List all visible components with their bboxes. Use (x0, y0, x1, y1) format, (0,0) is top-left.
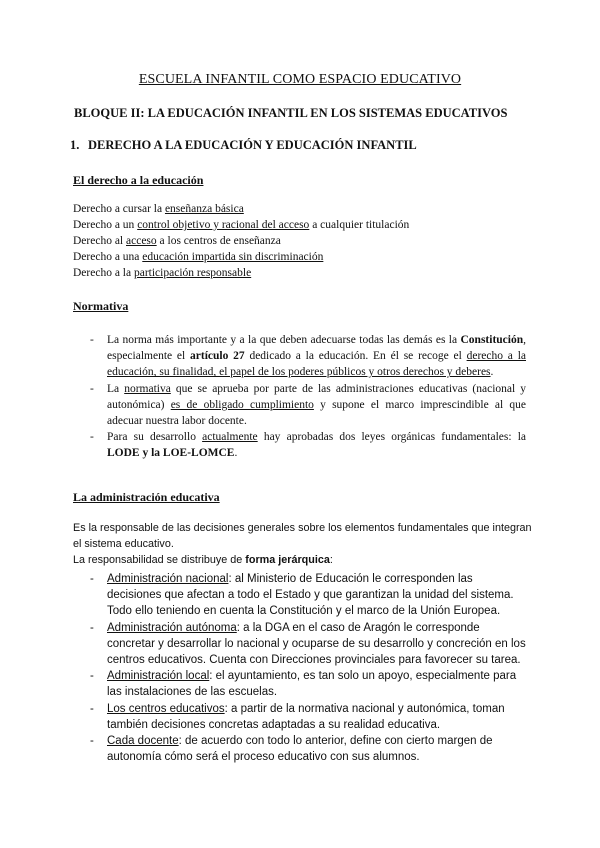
section-number: 1. (70, 138, 80, 152)
derecho-line: Derecho a un control objetivo y racional del acceso a cualquier titulación (73, 219, 410, 231)
derecho-heading: El derecho a la educación (73, 173, 204, 187)
derecho-line: Derecho a la participación responsable (73, 267, 252, 279)
administracion-list (90, 571, 530, 765)
list-item: - Para su desarrollo actualmente hay aprobadas dos leyes orgánicas fundamentales: la LODE y la LOE-LOMCE. (90, 429, 526, 461)
administracion-intro: Es la responsable de las decisiones generales sobre los elementos fundamentales que integran el sistema educativo. (73, 522, 532, 551)
list-item: - Administración autónoma: a la DGA en el caso de Aragón le corresponde concretar y desarrollar lo nacional y ocuparse de su desarrollo y concreción en los centros educativos. Cuenta con Direcciones provinciales para favorecer su tarea. (90, 620, 530, 669)
section-title: DERECHO A LA EDUCACIÓN Y EDUCACIÓN INFANTIL (88, 138, 417, 152)
document-title: ESCUELA INFANTIL COMO ESPACIO EDUCATIVO (138, 72, 462, 87)
normativa-list (90, 332, 526, 462)
derecho-line: Derecho al acceso a los centros de enseñanza (73, 235, 281, 247)
administracion-heading: La administración educativa (73, 490, 220, 504)
list-item: - Administración nacional: al Ministerio de Educación le corresponden las decisiones que afectan a todo el Estado y que garantizan la unidad del sistema. Todo ello teniendo en cuenta la Constitución y el marco de la Unión Europea. (90, 571, 530, 620)
list-item: - La norma más importante y a la que deben adecuarse todas las demás es la Constitución, especialmente el artículo 27 dedicado a la educación. En él se recoge el derecho a la educación, su finalidad, el papel de los poderes públicos y otros derechos y deberes. (90, 332, 526, 381)
derecho-line: Derecho a cursar la enseñanza básica (73, 203, 244, 215)
list-item: - Los centros educativos: a partir de la normativa nacional y autonómica, toman también decisiones concretas adaptadas a su realidad educativa. (90, 701, 530, 733)
normativa-heading: Normativa (73, 299, 129, 313)
list-item: - La normativa que se aprueba por parte de las administraciones educativas (nacional y autonómica) es de obligado cumplimiento y supone el marco imprescindible al que adecuar nuestra labor docente. (90, 381, 526, 430)
list-item: - Cada docente: de acuerdo con todo lo anterior, define con cierto margen de autonomía cómo será el proceso educativo con sus alumnos. (90, 733, 530, 765)
list-item: - Administración local: el ayuntamiento, es tan solo un apoyo, especialmente para las instalaciones de las escuelas. (90, 668, 530, 700)
responsabilidad-line: La responsabilidad se distribuye de forma jerárquica: (73, 554, 333, 566)
derecho-line: Derecho a una educación impartida sin discriminación (73, 251, 324, 263)
section-heading (70, 138, 417, 153)
bloque-heading: BLOQUE II: LA EDUCACIÓN INFANTIL EN LOS SISTEMAS EDUCATIVOS (74, 106, 508, 120)
